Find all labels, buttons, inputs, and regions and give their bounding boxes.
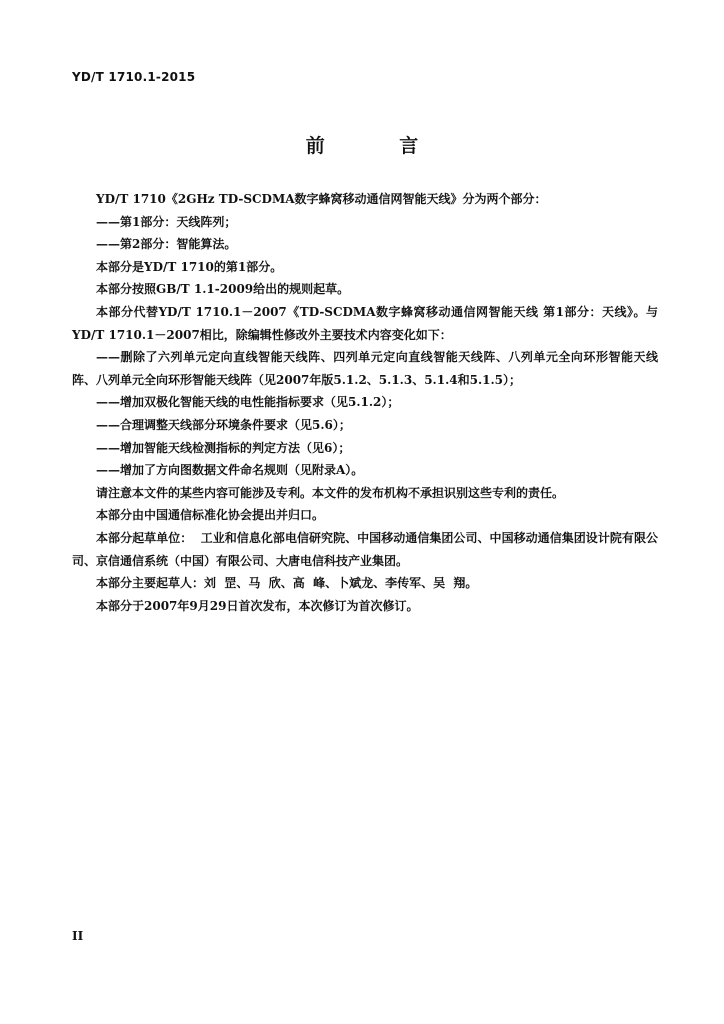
paragraph: ——增加了方向图数据文件命名规则（见附录A）。 — [96, 463, 364, 478]
paragraph: 本部分由中国通信标准化协会提出并归口。 — [96, 508, 325, 523]
paragraph: 本部分主要起草人：刘 罡、马 欣、高 峰、卜斌龙、李传军、吴 翔。 — [96, 576, 478, 591]
paragraph: ——合理调整天线部分环境条件要求（见5.6）； — [96, 417, 351, 432]
paragraph: YD/T 1710《2GHz TD-SCDMA数字蜂窝移动通信网智能天线》分为两个部分： — [96, 192, 547, 206]
paragraph: ——增加双极化智能天线的电性能指标要求（见5.1.2）； — [96, 395, 400, 410]
paragraph: 请注意本文件的某些内容可能涉及专利。本文件的发布机构不承担识别这些专利的责任。 — [96, 485, 565, 500]
paragraph: ——删除了六列单元定向直线智能天线阵、四列单元定向直线智能天线阵、八列单元全向环形智能天线阵、八列单元全向环形智能天线阵（见2007年版5.1.2、5.1.3、5.1.4和5.1.5）； — [72, 350, 658, 387]
paragraph: 本部分是YD/T 1710的第1部分。 — [96, 259, 283, 274]
paragraph: ——增加智能天线检测指标的判定方法（见6）； — [96, 440, 351, 455]
paragraph: 本部分起草单位： 工业和信息化部电信研究院、中国移动通信集团公司、中国移动通信集团设计院有限公司、京信通信系统（中国）有限公司、大唐电信科技产业集团。 — [72, 530, 658, 568]
page-number: II — [72, 929, 84, 943]
paragraph: 本部分按照GB/T 1.1-2009给出的规则起草。 — [96, 282, 350, 297]
paragraph: 本部分于2007年9月29日首次发布，本次修订为首次修订。 — [96, 598, 419, 613]
paragraph: ——第1部分：天线阵列； — [96, 214, 237, 229]
foreword-body — [72, 188, 658, 617]
page-title: 前 言 — [305, 135, 453, 157]
document-code: YD/T 1710.1-2015 — [72, 70, 196, 84]
paragraph: ——第2部分：智能算法。 — [96, 237, 237, 252]
paragraph: 本部分代替YD/T 1710.1－2007《TD-SCDMA数字蜂窝移动通信网智能天线 第1部分：天线》。与YD/T 1710.1－2007相比，除编辑性修改外主要技术内容变化如下： — [72, 304, 658, 342]
